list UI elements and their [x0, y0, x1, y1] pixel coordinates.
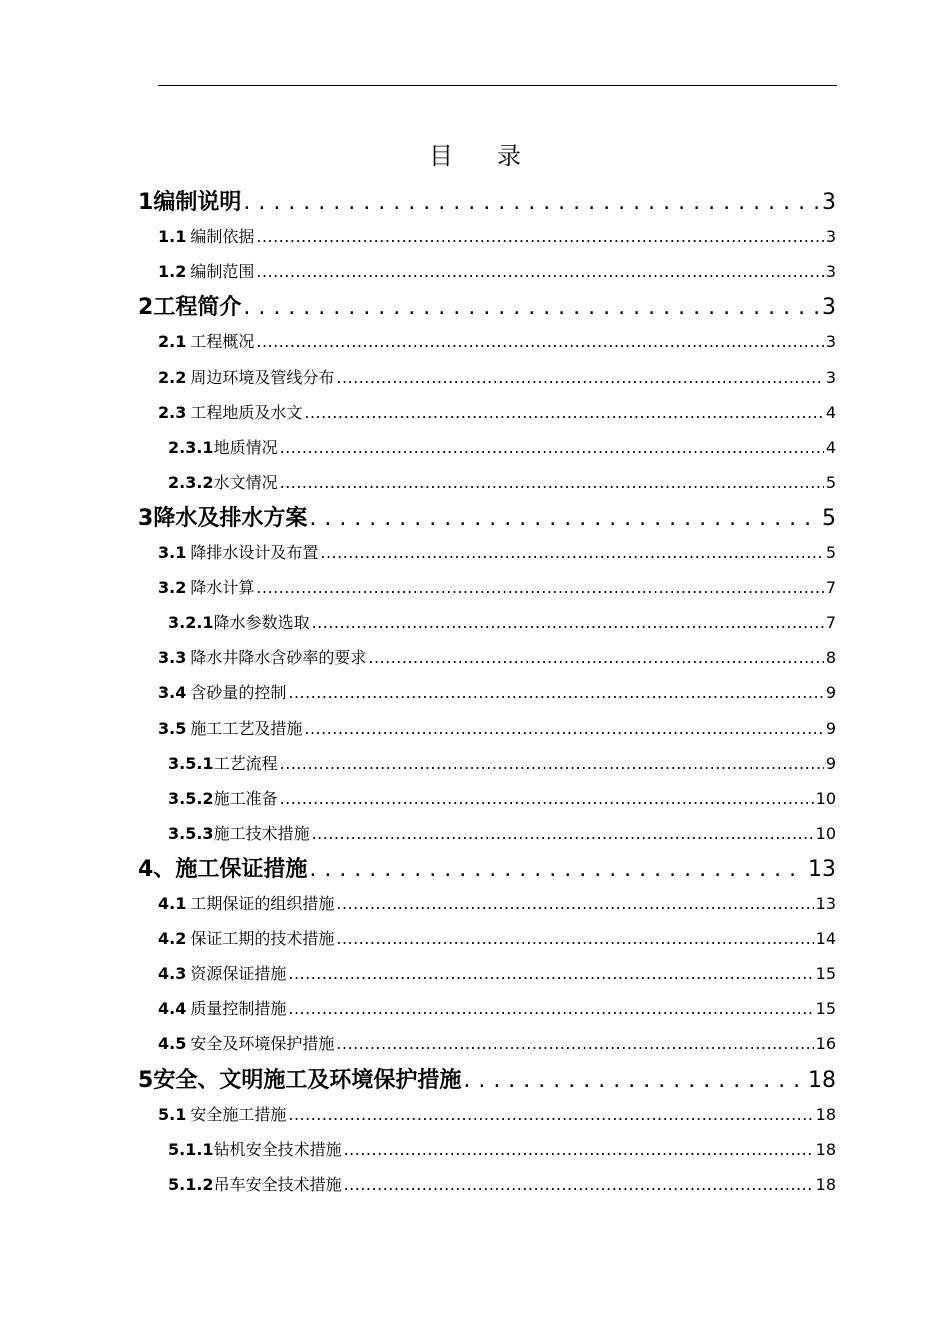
toc-entry[interactable] [158, 259, 836, 281]
toc-entry-page: 9 [825, 683, 836, 703]
toc-entry-title: 地质情况 [213, 437, 278, 457]
toc-entry-page: 16 [815, 1034, 836, 1054]
toc-entry[interactable] [158, 575, 836, 597]
toc-entry[interactable] [158, 926, 836, 948]
toc-entry[interactable] [158, 224, 836, 246]
toc-leader-dots [280, 789, 814, 808]
toc-entry[interactable] [158, 1102, 836, 1124]
toc-entry[interactable] [138, 290, 836, 320]
toc-leader-dots [336, 894, 813, 913]
toc-entry-title: 工艺流程 [213, 753, 278, 773]
toc-entry-number: 4.2 [158, 929, 187, 949]
toc-leader-dots [304, 719, 823, 738]
toc-leader-dots [312, 613, 824, 632]
toc-entry-page: 18 [815, 1104, 836, 1124]
toc-entry-number: 3.5.1 [168, 753, 214, 773]
toc-entry-title: 施工保证措施 [175, 856, 308, 882]
toc-entry-page: 5 [822, 505, 836, 531]
toc-entry-page: 3 [825, 367, 836, 387]
toc-entry[interactable] [168, 821, 836, 843]
toc-entry-page: 13 [815, 894, 836, 913]
toc-leader-dots [304, 403, 823, 422]
toc-entry[interactable] [138, 1063, 836, 1093]
toc-entry-number: 1 [138, 190, 154, 215]
toc-entry-number: 2.2 [158, 367, 187, 387]
toc-leader-dots [280, 473, 824, 492]
toc-entry-page: 18 [815, 1139, 836, 1159]
toc-leader-dots [309, 857, 806, 882]
toc-entry-page: 15 [815, 999, 836, 1019]
toc-leader-dots [256, 262, 823, 281]
toc-entry-page: 3 [825, 332, 836, 352]
toc-entry[interactable] [158, 961, 836, 983]
toc-entry-number: 3.2.1 [168, 613, 214, 633]
toc-entry[interactable] [158, 996, 836, 1018]
toc-entry-page: 3 [822, 190, 836, 215]
toc-entry-number: 2 [138, 295, 154, 321]
toc-entry-number: 3.4 [158, 683, 187, 703]
toc-entry-title: 工程地质及水文 [190, 402, 303, 422]
toc-entry[interactable] [158, 400, 836, 422]
toc-leader-dots [256, 227, 823, 246]
toc-entry-number: 5.1.2 [168, 1174, 214, 1194]
toc-leader-dots [280, 754, 824, 773]
toc-leader-dots [288, 683, 823, 702]
toc-entry-page: 3 [825, 227, 836, 247]
toc-entry[interactable] [138, 852, 836, 882]
toc-entry-number: 3.5 [158, 718, 187, 738]
toc-leader-dots [288, 1105, 813, 1124]
toc-entry-page: 9 [825, 753, 836, 773]
toc-leader-dots [288, 964, 813, 983]
toc-leader-dots [312, 824, 814, 843]
toc-entry-page: 5 [825, 472, 836, 492]
toc-entry-number: 3.1 [158, 543, 187, 562]
toc-entry-page: 18 [815, 1174, 836, 1194]
toc-leader-dots [368, 648, 823, 667]
toc-entry-number: 3.5.2 [168, 788, 214, 808]
toc-title-char-1: 目 [429, 142, 453, 170]
toc-entry-title: 质量控制措施 [190, 999, 287, 1019]
toc-entry[interactable] [158, 1031, 836, 1053]
toc-entry-title: 资源保证措施 [190, 964, 287, 984]
toc-entry-number: 2.3 [158, 402, 187, 422]
toc-entry[interactable] [168, 435, 836, 457]
toc-entry-title: 周边环境及管线分布 [190, 367, 335, 387]
toc-entry-number: 2.1 [158, 332, 187, 352]
toc-leader-dots [288, 999, 813, 1018]
toc-entry[interactable] [158, 645, 836, 667]
toc-entry-page: 4 [825, 402, 836, 422]
toc-entry-title: 含砂量的控制 [190, 683, 287, 703]
toc-entry-title: 工期保证的组织措施 [190, 894, 335, 913]
toc-entry-page: 5 [825, 543, 836, 562]
toc-entry-number: 4.1 [158, 894, 187, 913]
toc-entry-number: 3.2 [158, 578, 187, 598]
toc-leader-dots [336, 929, 813, 948]
toc-entry[interactable] [168, 751, 836, 773]
toc-leader-dots [280, 438, 824, 457]
toc-entry-page: 10 [815, 788, 836, 808]
toc-entry-title: 编制依据 [190, 227, 255, 247]
toc-entry-title: 降水及排水方案 [153, 505, 308, 531]
toc-entry-title: 吊车安全技术措施 [213, 1174, 342, 1194]
toc-entry-number: 3.5.3 [168, 823, 214, 843]
toc-entry[interactable] [158, 540, 836, 562]
toc-entry-title: 编制范围 [190, 262, 255, 282]
toc-entry-title: 降排水设计及布置 [190, 543, 319, 562]
toc-entry-page: 4 [825, 437, 836, 457]
toc-leader-dots [336, 1034, 813, 1053]
toc-entry-title: 保证工期的技术措施 [190, 929, 335, 949]
toc-entry-page: 8 [825, 648, 836, 668]
toc-entry-title: 工程概况 [190, 332, 255, 352]
toc-leader-dots [309, 506, 820, 531]
toc-entry-page: 15 [815, 964, 836, 984]
toc-entry-title: 降水计算 [190, 578, 255, 598]
toc-entry-number: 2.3.2 [168, 472, 214, 492]
toc-entry-page: 3 [822, 295, 836, 321]
toc-entry-title: 工程简介 [153, 295, 242, 321]
toc-title-char-2: 录 [497, 142, 521, 170]
toc-entry-number: 5.1 [158, 1104, 187, 1124]
toc-entry[interactable] [158, 680, 836, 702]
toc-leader-dots [463, 1068, 806, 1093]
toc-entry[interactable] [158, 365, 836, 387]
toc-entry-title: 施工技术措施 [213, 823, 310, 843]
toc-leader-dots [243, 190, 820, 215]
toc-entry[interactable] [168, 786, 836, 808]
toc-entry-number: 4.5 [158, 1034, 187, 1054]
toc-leader-dots [344, 1175, 814, 1194]
toc-entry-page: 18 [808, 1067, 836, 1093]
toc-entry-title: 降水井降水含砂率的要求 [190, 648, 367, 668]
toc-entry[interactable] [138, 185, 836, 215]
toc-entry-title: 安全施工措施 [190, 1104, 287, 1124]
toc-entry-page: 3 [825, 262, 836, 282]
toc-entry-number: 4.3 [158, 964, 187, 984]
toc-entry-title: 施工准备 [213, 788, 278, 808]
toc-entry[interactable] [158, 716, 836, 738]
toc-entry-title: 水文情况 [213, 472, 278, 492]
toc-entry-title: 编制说明 [153, 190, 242, 215]
toc-entry[interactable] [138, 501, 836, 531]
toc-entry-page: 9 [825, 718, 836, 738]
toc-entry-title: 安全、文明施工及环境保护措施 [153, 1067, 462, 1093]
toc-leader-dots [256, 578, 823, 597]
toc-entry-number: 3 [138, 505, 154, 531]
toc-entry-page: 7 [825, 578, 836, 598]
toc-entry-title: 安全及环境保护措施 [190, 1034, 335, 1054]
toc-leader-dots [344, 1140, 814, 1159]
toc-entry-title: 降水参数选取 [213, 613, 310, 633]
toc-entry[interactable] [168, 470, 836, 492]
toc-entry-title: 钻机安全技术措施 [213, 1139, 342, 1159]
toc-entry[interactable] [168, 1137, 836, 1159]
toc-entry-number: 3.3 [158, 648, 187, 668]
toc-entry[interactable] [168, 610, 836, 632]
toc-entry-number: 1.1 [158, 227, 187, 247]
toc-entry-page: 10 [815, 823, 836, 843]
header-rule [158, 85, 837, 86]
toc-leader-dots [256, 332, 823, 351]
toc-entry-page: 14 [815, 929, 836, 949]
toc-entry-number: 1.2 [158, 262, 187, 282]
toc-entry-number: 4、 [138, 856, 176, 882]
toc-entry[interactable] [168, 1172, 836, 1194]
toc-entry-page: 13 [808, 856, 836, 882]
toc-leader-dots [243, 295, 820, 320]
toc-entry-number: 5.1.1 [168, 1139, 214, 1159]
toc-entry-title: 施工工艺及措施 [190, 718, 303, 738]
toc-entry-number: 4.4 [158, 999, 187, 1019]
toc-leader-dots [320, 543, 823, 562]
toc-title [0, 136, 950, 171]
toc-entry-number: 5 [138, 1067, 154, 1093]
toc-entry-number: 2.3.1 [168, 437, 214, 457]
toc-entry[interactable] [158, 891, 836, 913]
toc-entry[interactable] [158, 329, 836, 351]
toc-leader-dots [336, 368, 823, 387]
toc-entry-page: 7 [825, 613, 836, 633]
